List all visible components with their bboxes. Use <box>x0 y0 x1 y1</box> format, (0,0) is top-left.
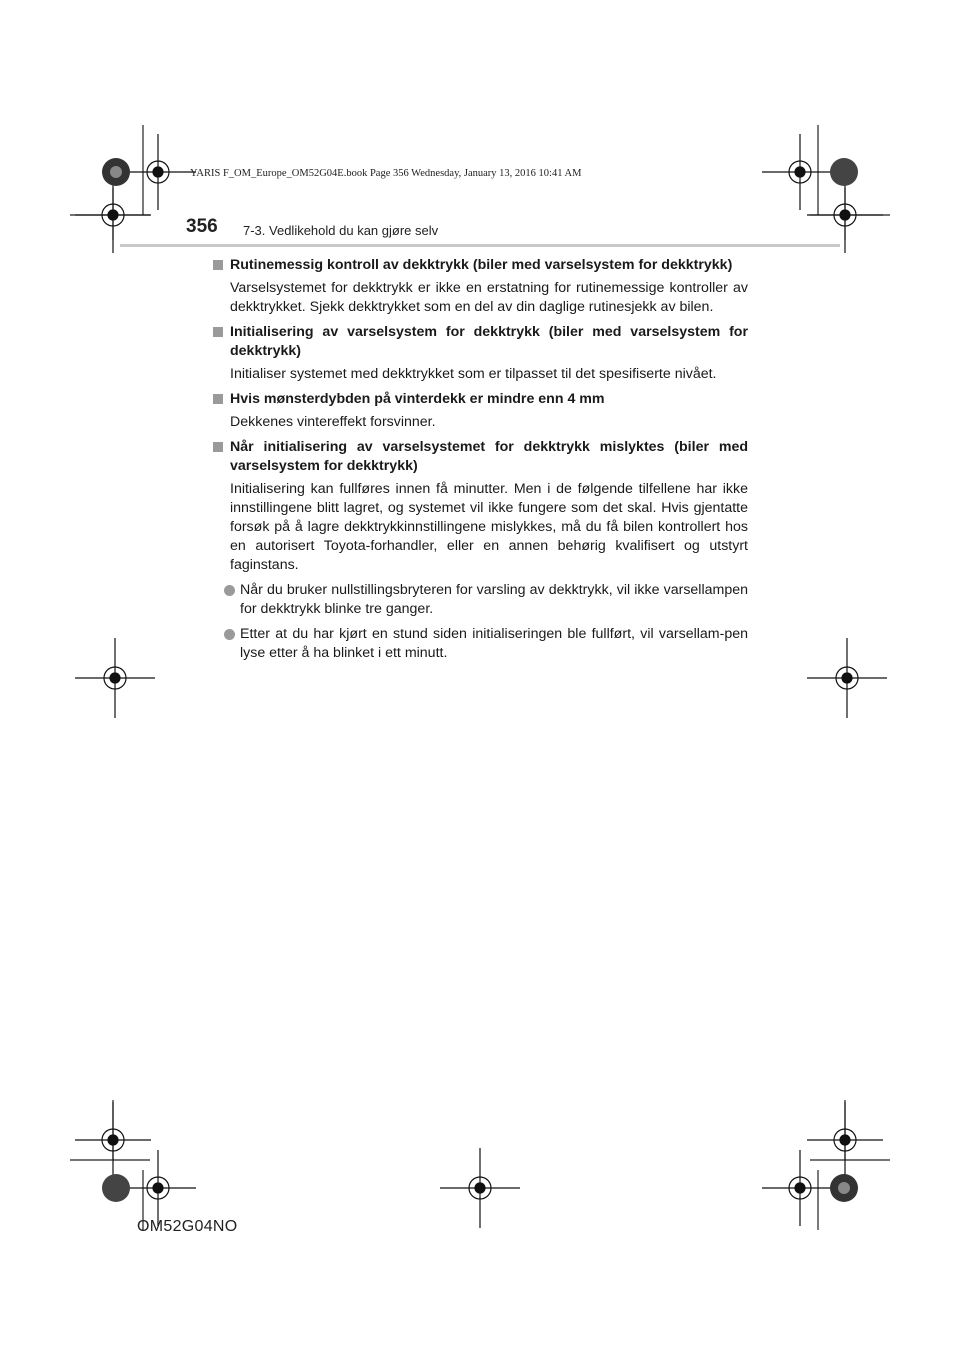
page-number: 356 <box>186 216 218 237</box>
note-body: Initialiser systemet med dekktrykket som er tilpasset til det spesifiserte nivået. <box>230 366 717 382</box>
note-block <box>212 323 748 384</box>
note-body: Varselsystemet for dekktrykk er ikke en erstatning for rutinemessige kontroller av dekktrykket. Sjekk dekktrykket som en del av din daglige rutinesjekk av bilen. <box>230 280 748 315</box>
square-bullet-icon <box>213 327 223 337</box>
print-slug: YARIS F_OM_Europe_OM52G04E.book Page 356 Wednesday, January 13, 2016 10:41 AM <box>190 168 582 179</box>
list-item: Når du bruker nullstillingsbryteren for varsling av dekktrykk, vil ikke varsellampen for dekktrykk blinke tre ganger. <box>212 581 748 619</box>
note-heading: Hvis mønsterdybden på vinterdekk er mindre enn 4 mm <box>212 390 748 409</box>
document-code: OM52G04NO <box>137 1218 238 1235</box>
note-block <box>212 390 748 432</box>
square-bullet-icon <box>213 442 223 452</box>
square-bullet-icon <box>213 394 223 404</box>
section-title: 7-3. Vedlikehold du kan gjøre selv <box>243 223 439 238</box>
main-content <box>212 256 748 669</box>
header-rule <box>120 244 840 247</box>
note-heading: Når initialisering av varselsystemet for dekktrykk mislyktes (biler med varselsystem for dekktrykk) <box>212 438 748 476</box>
round-bullet-icon <box>224 585 235 596</box>
note-heading: Initialisering av varselsystem for dekktrykk (biler med varselsystem for dekktrykk) <box>212 323 748 361</box>
note-block <box>212 438 748 663</box>
square-bullet-icon <box>213 260 223 270</box>
note-body: Dekkenes vintereffekt forsvinner. <box>230 414 436 430</box>
note-block <box>212 256 748 317</box>
list-item: Etter at du har kjørt en stund siden initialiseringen ble fullført, vil varsellam-pen lyse etter å ha blinket i ett minutt. <box>212 625 748 663</box>
note-body: Initialisering kan fullføres innen få minutter. Men i de følgende tilfellene har ikke innstillingene blitt lagret, og systemet vil ikke fungere som det skal. Hvis gjentatte forsøk på å lagre dekktrykkinnstillingene mislykkes, må du få bilen kontrollert hos en autorisert Toyota-forhandler, eller en annen behørig kvalifisert og utstyrt faginstans. <box>230 481 748 573</box>
note-heading: Rutinemessig kontroll av dekktrykk (biler med varselsystem for dekktrykk) <box>212 256 748 275</box>
round-bullet-icon <box>224 629 235 640</box>
